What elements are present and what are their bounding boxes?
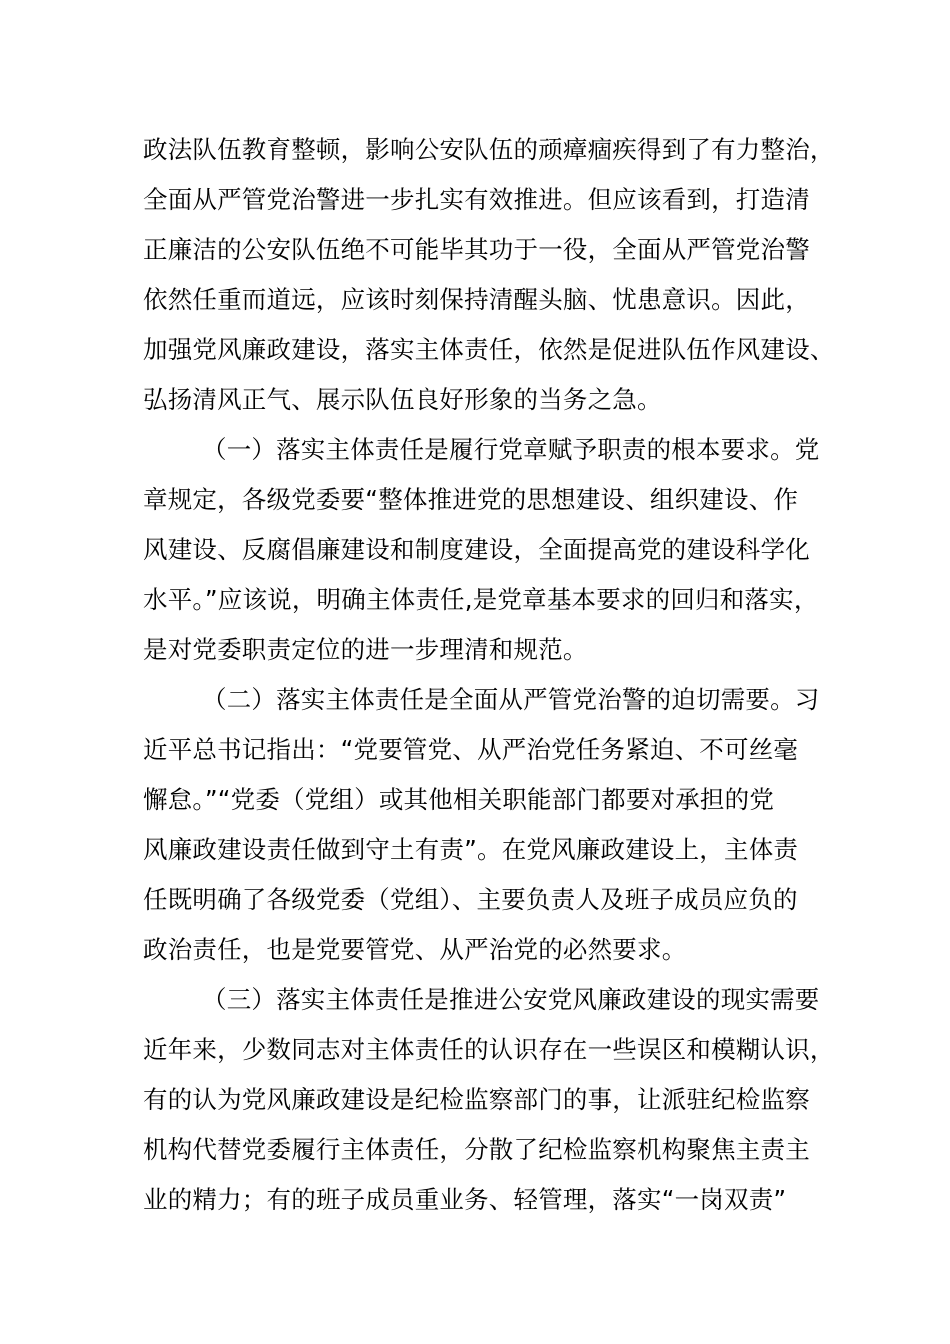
text-line: 是对党委职责定位的进一步理清和规范。 — [143, 635, 588, 664]
text-line: 加强党风廉政建设，落实主体责任，依然是促进队伍作风建设、 — [143, 335, 835, 364]
text-line: 有的认为党风廉政建设是纪检监察部门的事，让派驻纪检监察 — [143, 1085, 810, 1114]
text-line: 近年来，少数同志对主体责任的认识存在一些误区和模糊认识， — [143, 1035, 835, 1064]
text-line: 全面从严管党治警进一步扎实有效推进。但应该看到，打造清 — [143, 185, 810, 214]
text-line: 依然任重而道远，应该时刻保持清醒头脑、忧患意识。因此， — [143, 285, 810, 314]
text-line: 政法队伍教育整顿，影响公安队伍的顽瘴痼疾得到了有力整治， — [143, 135, 835, 164]
text-line: 近平总书记指出：“党要管党、从严治党任务紧迫、不可丝毫 — [143, 735, 799, 764]
paragraph-heading-3: （三）落实主体责任是推进公安党风廉政建设的现实需要 — [202, 985, 820, 1014]
text-line: 风建设、反腐倡廉建设和制度建设，全面提高党的建设科学化 — [143, 535, 810, 564]
text-line: 水平。”应该说，明确主体责任,是党章基本要求的回归和落实， — [143, 585, 819, 614]
text-line: 政治责任，也是党要管党、从严治党的必然要求。 — [143, 935, 687, 964]
text-line: 弘扬清风正气、展示队伍良好形象的当务之急。 — [143, 385, 662, 414]
text-line: 任既明确了各级党委（党组）、主要负责人及班子成员应负的 — [143, 885, 798, 914]
text-line: 章规定，各级党委要“整体推进党的思想建设、组织建设、作 — [143, 485, 799, 514]
paragraph-heading-2: （二）落实主体责任是全面从严管党治警的迫切需要。习 — [202, 685, 820, 714]
text-line: 风廉政建设责任做到守土有责”。在党风廉政建设上，主体责 — [143, 835, 799, 864]
text-line: 业的精力；有的班子成员重业务、轻管理，落实“一岗双责” — [143, 1185, 787, 1214]
text-line: 懈怠。”“党委（党组）或其他相关职能部门都要对承担的党 — [143, 785, 775, 814]
text-line: 正廉洁的公安队伍绝不可能毕其功于一役，全面从严管党治警 — [143, 235, 810, 264]
paragraph-heading-1: （一）落实主体责任是履行党章赋予职责的根本要求。党 — [202, 435, 820, 464]
text-line: 机构代替党委履行主体责任，分散了纪检监察机构聚焦主责主 — [143, 1135, 810, 1164]
